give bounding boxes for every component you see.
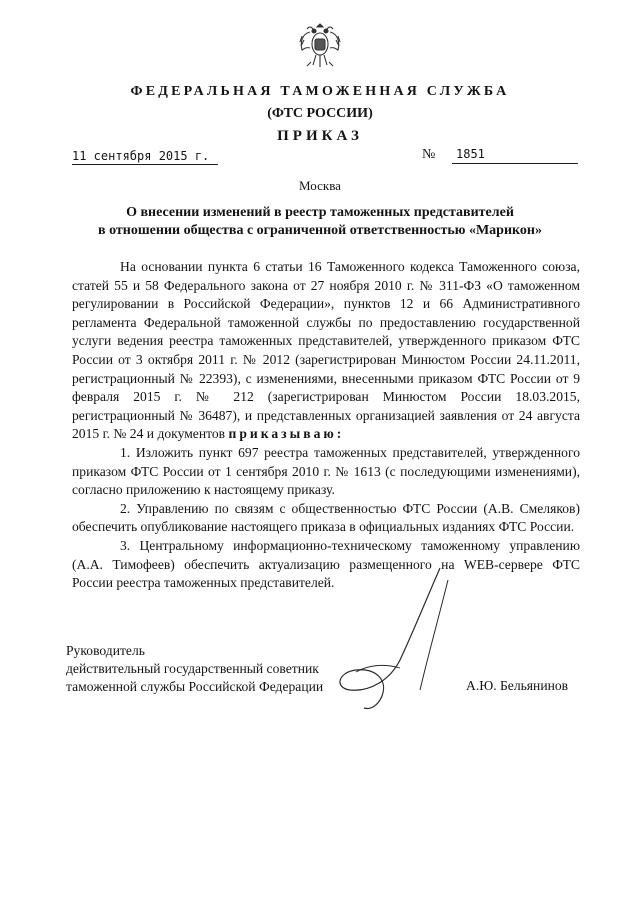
signatory-rank-cont: таможенной службы Российской Федерации <box>66 679 324 694</box>
handwritten-signature <box>330 560 480 720</box>
order-number-field <box>422 146 578 163</box>
order-word: приказываю: <box>228 426 345 442</box>
city: Москва <box>299 178 341 193</box>
agency-abbreviation: (ФТС РОССИИ) <box>267 106 373 121</box>
subject-line-1: О внесении изменений в реестр таможенных представителей <box>126 205 514 220</box>
order-body <box>72 258 580 593</box>
agency-name: ФЕДЕРАЛЬНАЯ ТАМОЖЕННАЯ СЛУЖБА <box>130 84 510 99</box>
order-date: 11 сентября 2015 г. <box>72 148 218 165</box>
signatory-title <box>66 642 323 696</box>
intro-text: На основании пункта 6 статьи 16 Таможенного кодекса Таможенного союза, статей 55 и 58 Федерального закона от 27 ноября 2010 г. № 311-ФЗ «О таможенном регулировании в Российской Федерации», пунктов 12 и 66 Административного регламента Федеральной таможенной службы по предоставлению государственной услуги ведения реестра таможенных представителей, утвержденного приказом ФТС России от 3 октября 2011 г. № 2012 (зарегистрирован Минюстом России 24.11.2011, регистрационный № 22393), с изменениями, внесенными приказом ФТС России от 9 февраля 2015 г. № 212 (зарегистрирован Минюстом России 18.03.2015, регистрационный № 36487), и представленных организацией заявления от 24 августа 2015 г. № 24 и документов <box>72 259 580 442</box>
order-subject <box>80 204 560 240</box>
subject-line-2: в отношении общества с ограниченной ответственностью «Марикон» <box>98 223 542 238</box>
signatory-rank: действительный государственный советник <box>66 661 319 676</box>
signatory-name: А.Ю. Бельянинов <box>466 678 569 693</box>
intro-paragraph <box>72 258 580 444</box>
order-item-1: 1. Изложить пункт 697 реестра таможенных представителей, утвержденного приказом ФТС России от 1 сентября 2010 г. № 1613 (с последующими изменениями), согласно приложению к настоящему приказу. <box>72 444 580 498</box>
order-item-3: 3. Центральному информационно-техническому таможенному управлению (А.А. Тимофеев) обеспечить актуализацию размещенного на WEB-сервере ФТС России реестра таможенных представителей. <box>72 537 580 591</box>
order-item-2: 2. Управлению по связям с общественностью ФТС России (А.В. Смеляков) обеспечить опубликование настоящего приказа в официальных изданиях ФТС России. <box>72 500 580 535</box>
number-sign: № <box>422 147 436 162</box>
coat-of-arms-emblem <box>298 20 342 72</box>
signatory-position: Руководитель <box>66 643 145 658</box>
order-number: 1851 <box>452 146 578 164</box>
document-type-title: ПРИКАЗ <box>277 128 363 144</box>
